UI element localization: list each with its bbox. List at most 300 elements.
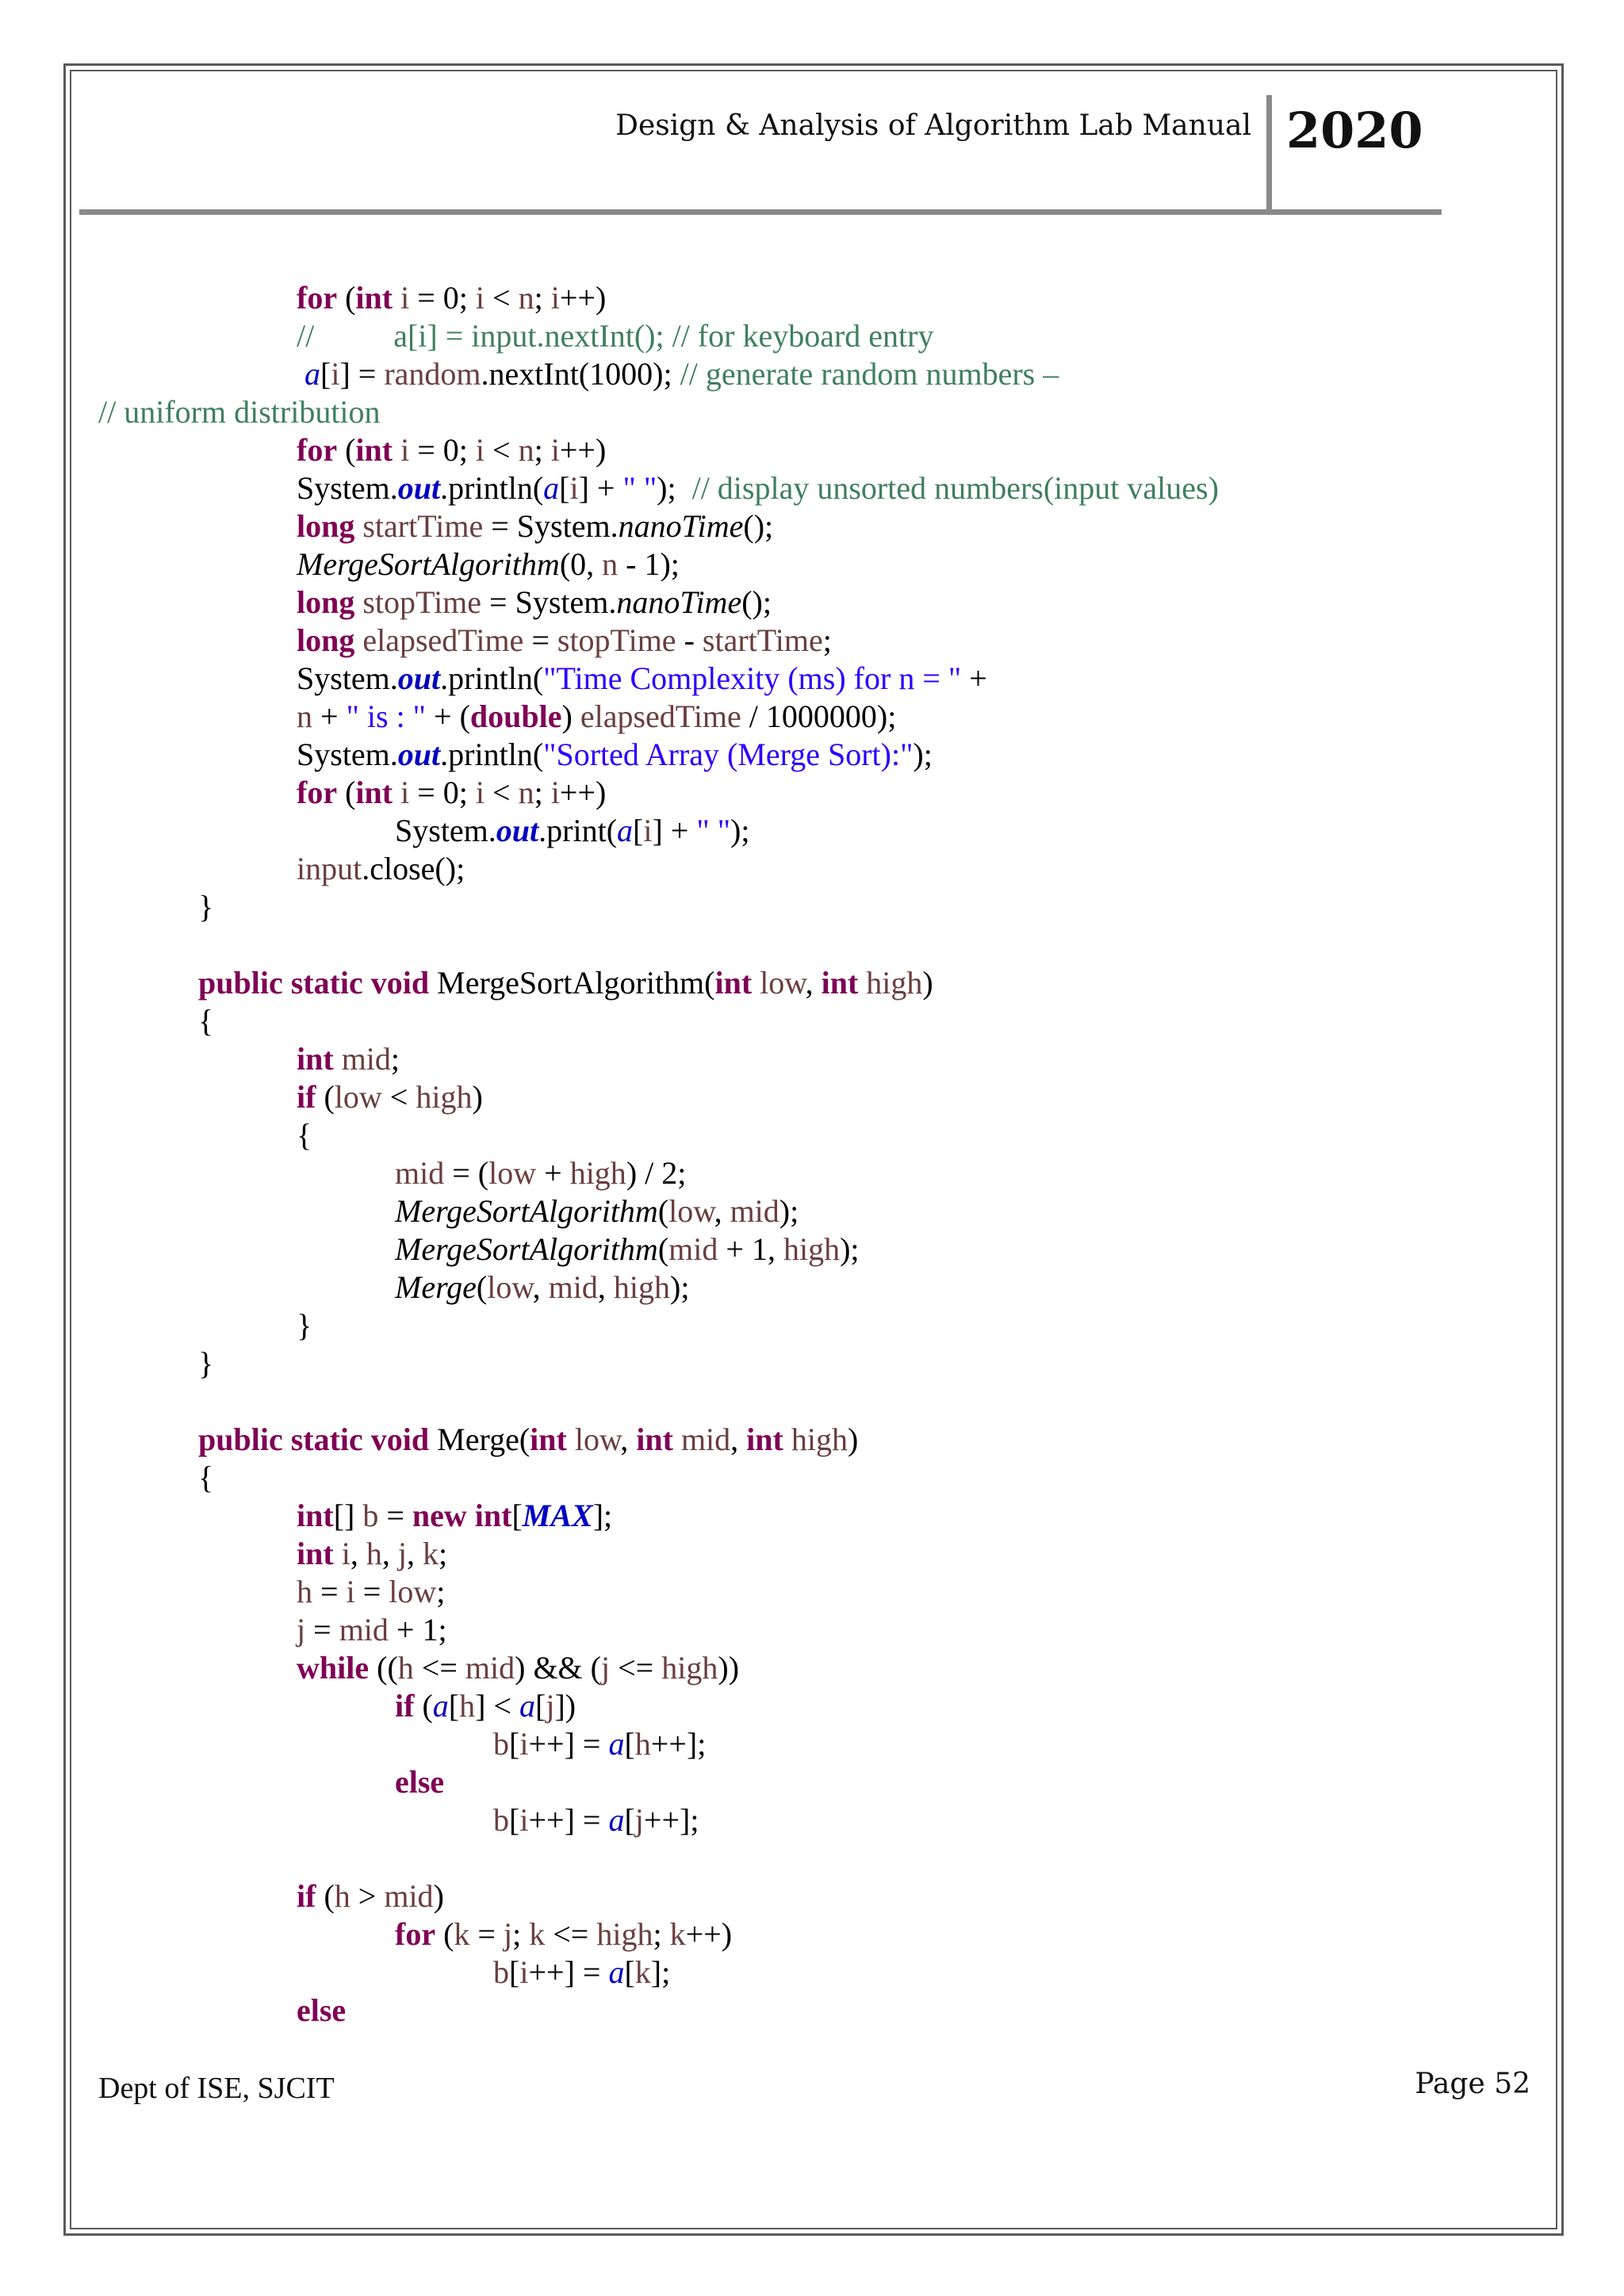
code-token: j bbox=[397, 1536, 407, 1571]
code-token: // uniform distribution bbox=[98, 394, 381, 430]
code-line bbox=[297, 317, 933, 355]
code-token: mid bbox=[668, 1231, 718, 1267]
code-line bbox=[297, 584, 772, 622]
code-token bbox=[858, 965, 866, 1001]
code-token: ( bbox=[337, 775, 356, 810]
code-token: new bbox=[412, 1498, 467, 1533]
code-line bbox=[297, 1649, 739, 1687]
header-title: Design & Analysis of Algorithm Lab Manual bbox=[615, 109, 1251, 142]
code-token bbox=[783, 1422, 791, 1457]
code-token: a bbox=[608, 1954, 625, 1990]
code-token: ) bbox=[561, 698, 580, 734]
code-token: ); bbox=[657, 470, 692, 506]
code-token: k bbox=[634, 1954, 651, 1990]
code-token: k bbox=[529, 1916, 546, 1952]
code-line bbox=[297, 736, 933, 774]
code-token: b bbox=[362, 1498, 379, 1533]
code-token: ]; bbox=[592, 1498, 613, 1533]
code-token: = bbox=[469, 1916, 504, 1952]
code-token: [ bbox=[509, 1802, 520, 1838]
code-line bbox=[493, 1725, 706, 1763]
code-token: ++) bbox=[559, 775, 607, 810]
code-line bbox=[297, 1040, 400, 1078]
code-token: [ bbox=[511, 1498, 523, 1533]
code-token: i bbox=[341, 1536, 350, 1571]
code-token: low bbox=[334, 1079, 382, 1115]
code-token: i bbox=[475, 775, 485, 810]
code-line bbox=[297, 1573, 445, 1611]
code-token: MergeSortAlgorithm bbox=[297, 546, 560, 582]
code-token: " is : " bbox=[346, 698, 427, 734]
code-token: ++] = bbox=[528, 1726, 609, 1762]
code-line bbox=[395, 1687, 576, 1725]
code-line bbox=[297, 1307, 312, 1345]
code-token: { bbox=[198, 1460, 214, 1495]
code-token: )) bbox=[718, 1650, 740, 1686]
code-token bbox=[334, 1536, 342, 1571]
code-token: = System. bbox=[481, 584, 617, 620]
code-token: [ bbox=[534, 1688, 546, 1724]
code-token: ++] = bbox=[528, 1954, 609, 1990]
code-token: high bbox=[783, 1231, 841, 1267]
footer-page-number: Page 52 bbox=[1415, 2068, 1530, 2100]
code-token: ( bbox=[316, 1079, 335, 1115]
code-token: a bbox=[432, 1688, 449, 1724]
code-token: .println( bbox=[440, 737, 544, 772]
code-token: = bbox=[354, 1574, 389, 1609]
code-token: [ bbox=[624, 1954, 635, 1990]
code-token: > bbox=[350, 1878, 385, 1914]
code-line bbox=[198, 1345, 213, 1383]
code-token: ++) bbox=[559, 280, 607, 316]
code-token: " " bbox=[622, 470, 657, 506]
code-line bbox=[297, 431, 606, 469]
code-token: [ bbox=[509, 1726, 520, 1762]
code-token: = bbox=[312, 1574, 347, 1609]
code-token: MAX bbox=[522, 1498, 593, 1533]
code-token: stopTime bbox=[557, 622, 676, 658]
code-token: b bbox=[493, 1802, 509, 1838]
code-token: <= bbox=[545, 1916, 597, 1952]
header-rule bbox=[79, 209, 1442, 215]
code-token: low bbox=[760, 965, 806, 1001]
code-token: ; bbox=[534, 432, 551, 468]
code-token: = bbox=[305, 1612, 339, 1647]
code-token: int bbox=[355, 775, 393, 810]
code-token: out bbox=[397, 470, 441, 506]
code-token: ; bbox=[822, 622, 832, 658]
code-token: mid bbox=[548, 1269, 598, 1305]
code-token: = 0; bbox=[409, 280, 476, 316]
code-token: [ bbox=[320, 356, 331, 392]
code-token: mid bbox=[341, 1041, 391, 1077]
code-token bbox=[354, 508, 362, 544]
code-token: h bbox=[634, 1726, 651, 1762]
code-token: [ bbox=[624, 1726, 635, 1762]
code-token: ] = bbox=[339, 356, 385, 392]
code-token: < bbox=[485, 280, 519, 316]
code-token: i bbox=[550, 280, 560, 316]
code-line bbox=[297, 507, 773, 545]
code-token: Merge( bbox=[429, 1422, 530, 1457]
code-token: (0, bbox=[559, 546, 603, 582]
code-token: = System. bbox=[483, 508, 619, 544]
code-token: k bbox=[422, 1536, 439, 1571]
code-token: startTime bbox=[702, 622, 823, 658]
code-token: ( bbox=[435, 1916, 454, 1952]
code-line bbox=[297, 622, 832, 660]
code-token: low bbox=[488, 1155, 537, 1191]
code-token: n bbox=[297, 698, 312, 734]
code-token: [ bbox=[448, 1688, 460, 1724]
code-token: ; bbox=[534, 280, 551, 316]
code-token: = ( bbox=[444, 1155, 489, 1191]
code-line bbox=[98, 393, 381, 431]
code-token: MergeSortAlgorithm( bbox=[429, 965, 715, 1001]
code-token: low bbox=[574, 1422, 621, 1457]
code-token: ); bbox=[840, 1231, 860, 1267]
code-token: } bbox=[198, 1345, 214, 1381]
code-token bbox=[467, 1498, 475, 1533]
code-token: void bbox=[370, 965, 430, 1001]
code-token: ) / 2; bbox=[626, 1155, 687, 1191]
code-token: int bbox=[355, 280, 393, 316]
code-token: i bbox=[475, 280, 485, 316]
code-line bbox=[493, 1954, 670, 1992]
code-token: .close(); bbox=[362, 851, 465, 886]
code-line bbox=[297, 1078, 483, 1116]
footer-department: Dept of ISE, SJCIT bbox=[98, 2072, 335, 2105]
code-token bbox=[673, 1422, 681, 1457]
code-token: + bbox=[536, 1155, 570, 1191]
code-token: high bbox=[596, 1916, 653, 1952]
code-token: int bbox=[714, 965, 753, 1001]
code-token: ( bbox=[657, 1193, 669, 1229]
code-token: , bbox=[714, 1193, 730, 1229]
code-token: input bbox=[297, 851, 362, 886]
code-token: int bbox=[636, 1422, 673, 1457]
code-token: ; bbox=[653, 1916, 670, 1952]
code-token: ) bbox=[433, 1878, 444, 1914]
code-token: { bbox=[297, 1117, 312, 1153]
code-token: k bbox=[669, 1916, 686, 1952]
code-line bbox=[395, 1230, 860, 1269]
code-token: / 1000000); bbox=[741, 698, 897, 734]
code-token: low bbox=[668, 1193, 714, 1229]
code-token bbox=[752, 965, 760, 1001]
code-token: ( bbox=[476, 1269, 488, 1305]
code-token: ( bbox=[657, 1231, 669, 1267]
code-token: // display unsorted numbers(input values) bbox=[691, 470, 1219, 506]
code-token: i bbox=[400, 432, 410, 468]
code-token: ; bbox=[390, 1041, 400, 1077]
code-token: long bbox=[297, 622, 355, 658]
code-token: h bbox=[334, 1878, 350, 1914]
code-token bbox=[393, 432, 400, 468]
code-token: i bbox=[550, 775, 560, 810]
code-line bbox=[395, 1763, 444, 1801]
code-token: j bbox=[546, 1688, 555, 1724]
code-token: j bbox=[601, 1650, 611, 1686]
code-token: high bbox=[416, 1079, 473, 1115]
code-token: = bbox=[378, 1498, 412, 1533]
code-token: + 1; bbox=[388, 1612, 447, 1647]
code-token: System. bbox=[297, 737, 398, 772]
code-token: i bbox=[519, 1726, 529, 1762]
code-token: for bbox=[395, 1916, 436, 1952]
code-token: // a[i] = input.nextInt(); // for keyboard entry bbox=[297, 318, 934, 354]
code-token: long bbox=[297, 508, 355, 544]
code-token bbox=[393, 280, 400, 316]
code-line bbox=[198, 964, 933, 1002]
code-token: high bbox=[791, 1422, 848, 1457]
code-line bbox=[297, 1116, 312, 1154]
code-token: i bbox=[400, 775, 410, 810]
code-token: out bbox=[397, 737, 441, 772]
code-token: b bbox=[493, 1954, 509, 1990]
code-token: , bbox=[350, 1536, 366, 1571]
code-token: for bbox=[297, 432, 338, 468]
code-token: mid bbox=[465, 1650, 515, 1686]
code-token: ++]; bbox=[643, 1802, 699, 1838]
code-line bbox=[395, 1192, 799, 1230]
code-token: , bbox=[406, 1536, 423, 1571]
code-token: ]) bbox=[554, 1688, 576, 1724]
code-token: i bbox=[519, 1954, 529, 1990]
code-token: int bbox=[474, 1498, 512, 1533]
code-token: "Time Complexity (ms) for n = " bbox=[543, 660, 962, 696]
code-token: i bbox=[400, 280, 410, 316]
code-token: ; bbox=[438, 1536, 448, 1571]
code-line bbox=[198, 888, 213, 926]
code-token: Merge bbox=[395, 1269, 477, 1305]
code-token: b bbox=[493, 1726, 509, 1762]
code-token: i bbox=[346, 1574, 355, 1609]
code-token: static bbox=[290, 965, 363, 1001]
code-token: .print( bbox=[538, 813, 618, 848]
code-token: ( bbox=[337, 432, 356, 468]
code-token: a bbox=[608, 1802, 625, 1838]
code-token: + bbox=[961, 660, 987, 696]
code-token: out bbox=[496, 813, 539, 848]
code-line bbox=[297, 774, 606, 812]
header-divider bbox=[1266, 95, 1272, 214]
code-token: else bbox=[297, 1992, 347, 2028]
code-token: " " bbox=[696, 813, 731, 848]
code-token: a bbox=[519, 1688, 535, 1724]
code-token: n bbox=[518, 432, 534, 468]
code-token: while bbox=[297, 1650, 370, 1686]
code-token: System. bbox=[297, 470, 398, 506]
code-token: i bbox=[331, 356, 340, 392]
code-token: ; bbox=[436, 1574, 446, 1609]
code-token: high bbox=[866, 965, 923, 1001]
code-token: void bbox=[370, 1422, 430, 1457]
code-token: i bbox=[643, 813, 653, 848]
code-token: .nextInt(1000); bbox=[481, 356, 680, 392]
code-token: h bbox=[397, 1650, 414, 1686]
code-token: = 0; bbox=[409, 432, 476, 468]
code-token bbox=[354, 622, 362, 658]
code-token: ) bbox=[472, 1079, 483, 1115]
code-token: i bbox=[475, 432, 485, 468]
code-token: ; bbox=[512, 1916, 530, 1952]
code-token: MergeSortAlgorithm bbox=[395, 1193, 658, 1229]
code-token: h bbox=[297, 1574, 312, 1609]
code-line bbox=[297, 355, 1059, 393]
code-token bbox=[334, 1041, 342, 1077]
code-line bbox=[297, 1992, 346, 2030]
code-token: h bbox=[366, 1536, 382, 1571]
code-token: <= bbox=[413, 1650, 465, 1686]
code-token: a bbox=[608, 1726, 625, 1762]
code-line bbox=[297, 469, 1219, 507]
code-token: (( bbox=[369, 1650, 398, 1686]
code-line bbox=[198, 1002, 213, 1040]
code-token: i bbox=[519, 1802, 529, 1838]
code-token: < bbox=[381, 1079, 416, 1115]
code-token: ) bbox=[847, 1422, 859, 1457]
code-token: } bbox=[198, 889, 214, 924]
code-token: low bbox=[389, 1574, 437, 1609]
code-token: static bbox=[290, 1422, 363, 1457]
code-token: = 0; bbox=[409, 775, 476, 810]
code-token: j bbox=[503, 1916, 513, 1952]
code-token: high bbox=[661, 1650, 718, 1686]
code-token: int bbox=[297, 1536, 334, 1571]
code-token: a bbox=[304, 356, 320, 392]
code-line bbox=[395, 812, 749, 850]
code-token: , bbox=[730, 1422, 747, 1457]
code-token: .println( bbox=[440, 660, 544, 696]
code-token: (); bbox=[741, 584, 772, 620]
code-token: System. bbox=[297, 660, 398, 696]
code-token bbox=[567, 1422, 575, 1457]
code-line bbox=[395, 1915, 732, 1954]
code-token: < bbox=[485, 432, 519, 468]
code-token: ++] = bbox=[528, 1802, 609, 1838]
code-token: out bbox=[397, 660, 441, 696]
code-token: ); bbox=[779, 1193, 799, 1229]
code-token: elapsedTime bbox=[362, 622, 524, 658]
code-token: ( bbox=[414, 1688, 433, 1724]
code-token: + ( bbox=[426, 698, 470, 734]
code-token: , bbox=[620, 1422, 637, 1457]
code-token: "Sorted Array (Merge Sort):" bbox=[543, 737, 914, 772]
code-token: if bbox=[395, 1688, 415, 1724]
code-token bbox=[393, 775, 400, 810]
code-token: , bbox=[381, 1536, 398, 1571]
code-token: i bbox=[569, 470, 579, 506]
code-token: if bbox=[297, 1079, 316, 1115]
code-token: ++]; bbox=[650, 1726, 707, 1762]
code-token: ++) bbox=[685, 1916, 733, 1952]
code-token: mid bbox=[680, 1422, 731, 1457]
code-token: + 1, bbox=[718, 1231, 783, 1267]
code-line bbox=[297, 698, 896, 736]
code-token: a bbox=[617, 813, 634, 848]
code-token: mid bbox=[339, 1612, 389, 1647]
code-token: ; bbox=[534, 775, 551, 810]
code-token: ++) bbox=[559, 432, 607, 468]
code-line bbox=[493, 1801, 699, 1839]
code-token: mid bbox=[395, 1155, 445, 1191]
code-token: for bbox=[297, 280, 338, 316]
code-token: int bbox=[297, 1498, 334, 1533]
code-token: low bbox=[487, 1269, 533, 1305]
code-token: else bbox=[395, 1764, 445, 1800]
code-token: public bbox=[198, 965, 283, 1001]
code-token: <= bbox=[610, 1650, 662, 1686]
code-token: - bbox=[676, 622, 703, 658]
code-line bbox=[297, 545, 680, 584]
code-line bbox=[395, 1269, 689, 1307]
code-token: nanoTime bbox=[616, 584, 742, 620]
code-token: mid bbox=[730, 1193, 779, 1229]
code-token bbox=[363, 1422, 371, 1457]
code-token: int bbox=[530, 1422, 567, 1457]
code-line bbox=[297, 1535, 447, 1573]
code-token: ); bbox=[913, 737, 933, 772]
code-token: , bbox=[805, 965, 822, 1001]
code-token: ( bbox=[337, 280, 356, 316]
code-token: k bbox=[454, 1916, 470, 1952]
code-line bbox=[297, 1611, 447, 1649]
code-line bbox=[297, 850, 465, 888]
code-token: public bbox=[198, 1422, 283, 1457]
header-year: 2020 bbox=[1286, 101, 1423, 159]
code-token bbox=[283, 1422, 291, 1457]
code-token: ]; bbox=[650, 1954, 671, 1990]
code-token: ); bbox=[730, 813, 750, 848]
code-token: [ bbox=[509, 1954, 520, 1990]
code-line bbox=[297, 1877, 444, 1915]
code-token: < bbox=[485, 775, 519, 810]
code-token: for bbox=[297, 775, 338, 810]
code-token: + bbox=[312, 698, 347, 734]
code-token: , bbox=[597, 1269, 614, 1305]
code-token: ] < bbox=[475, 1688, 519, 1724]
code-line bbox=[395, 1154, 686, 1192]
code-token: // generate random numbers – bbox=[680, 356, 1059, 392]
code-token: [ bbox=[624, 1802, 635, 1838]
code-token: j bbox=[634, 1802, 644, 1838]
code-token: mid bbox=[384, 1878, 434, 1914]
code-token: j bbox=[297, 1612, 306, 1647]
code-token: ] + bbox=[652, 813, 697, 848]
code-token: startTime bbox=[362, 508, 484, 544]
code-token: elapsedTime bbox=[580, 698, 741, 734]
code-token: a bbox=[543, 470, 560, 506]
code-token bbox=[354, 584, 362, 620]
code-line bbox=[297, 279, 606, 317]
code-token: if bbox=[297, 1878, 316, 1914]
code-token: [ bbox=[633, 813, 644, 848]
code-token bbox=[297, 356, 304, 392]
code-token bbox=[363, 965, 371, 1001]
code-token: h bbox=[459, 1688, 476, 1724]
code-token: - 1); bbox=[618, 546, 680, 582]
code-token: { bbox=[198, 1003, 214, 1039]
code-line bbox=[198, 1421, 858, 1459]
code-token: n bbox=[518, 775, 534, 810]
code-token: ] + bbox=[578, 470, 623, 506]
code-token: } bbox=[297, 1307, 312, 1343]
code-token: MergeSortAlgorithm bbox=[395, 1231, 658, 1267]
code-token: ); bbox=[670, 1269, 690, 1305]
code-token: , bbox=[532, 1269, 549, 1305]
code-token: ( bbox=[316, 1878, 335, 1914]
